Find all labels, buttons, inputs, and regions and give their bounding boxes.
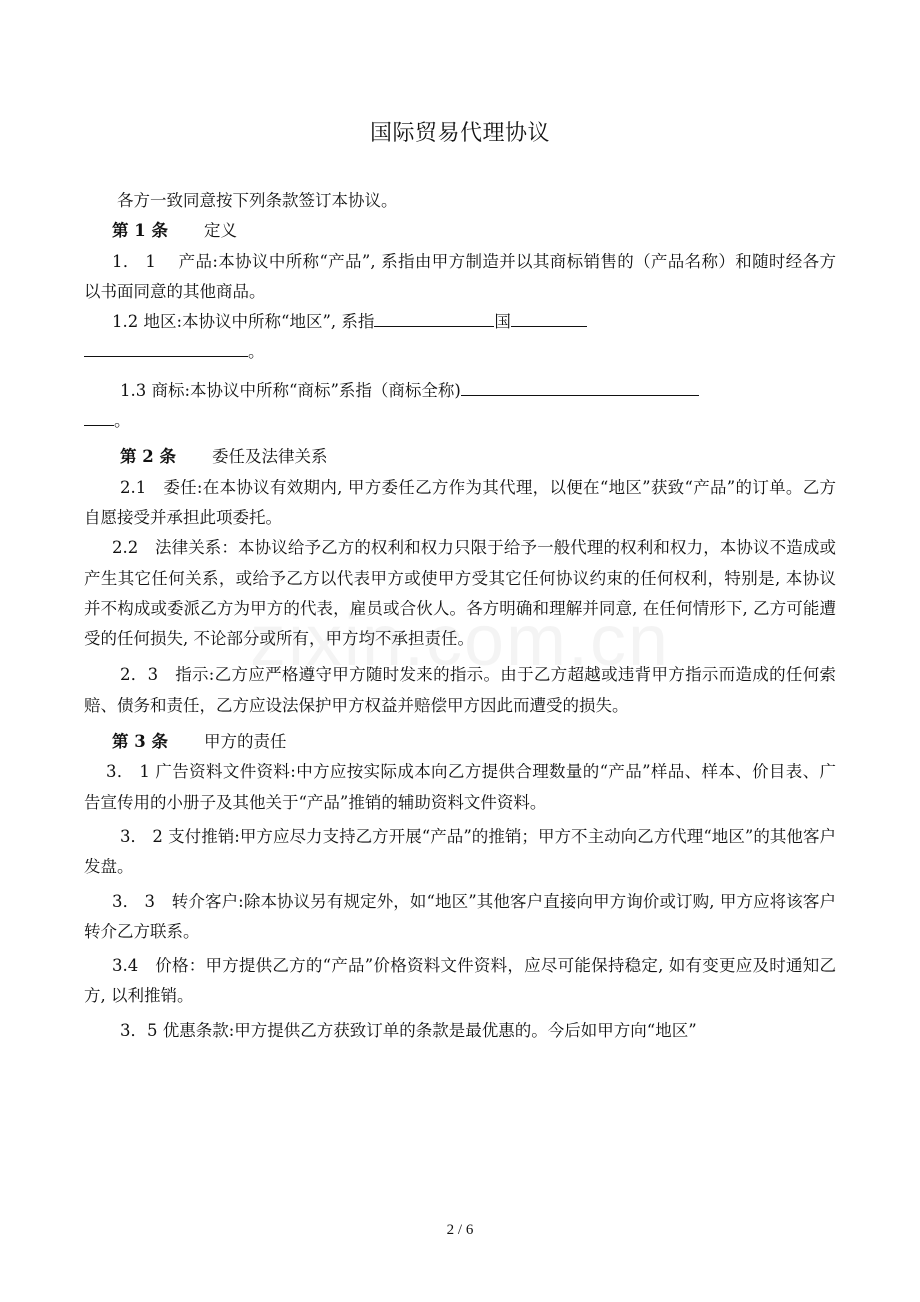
article-2-title: 委任及法律关系	[211, 447, 328, 467]
clause-1-2	[84, 307, 836, 368]
article-2-heading	[84, 442, 836, 472]
document-body	[84, 186, 836, 1046]
clause-1-3	[84, 376, 836, 437]
clause-1-3-end: 。	[114, 411, 131, 431]
intro-paragraph: 各方一致同意按下列条款签订本协议。	[117, 191, 398, 210]
clause-1-2-blank-2	[511, 308, 587, 327]
clause-3-5: 3．5 优惠条款:甲方提供乙方获致订单的条款是最优惠的。今后如甲方向“地区”	[120, 1020, 697, 1040]
clause-1-2-mid: 国	[494, 312, 511, 332]
article-1-heading	[84, 216, 836, 246]
clause-1-3-text: 1.3 商标:本协议中所称“商标”系指（商标全称)	[120, 380, 461, 400]
clause-1-1: 1． 1 产品:本协议中所称“产品”, 系指由甲方制造并以其商标销售的（产品名称）和随时经各方以书面同意的其他商品。	[84, 251, 836, 301]
clause-1-3-blank-2	[84, 407, 114, 426]
clause-1-2-blank-3	[84, 338, 248, 357]
article-2-number: 第 2 条	[120, 447, 176, 467]
clause-2-2: 2.2 法律关系：本协议给予乙方的权利和权力只限于给予一般代理的权利和权力，本协议不造成或产生其它任何关系，或给予乙方以代表甲方或使甲方受其它任何协议约束的任何权利，特别是, 本协议并不构成或委派乙方为甲方的代表，雇员或合伙人。各方明确和理解并同意, 在任何情形下, 乙方可能遭受的任何损失, 不论部分或所有，甲方均不承担责任。	[84, 538, 836, 649]
clause-1-2-blank-1	[374, 308, 494, 327]
clause-3-4: 3.4 价格：甲方提供乙方的“产品”价格资料文件资料，应尽可能保持稳定, 如有变更应及时通知乙方, 以利推销。	[84, 956, 836, 1006]
page-number: 2 / 6	[446, 1222, 474, 1238]
clause-3-3: 3． 3 转介客户:除本协议另有规定外，如“地区”其他客户直接向甲方询价或订购, 甲方应将该客户转介乙方联系。	[84, 891, 836, 941]
clause-1-3-blank-1	[461, 377, 699, 396]
article-3-number: 第 3 条	[112, 732, 168, 752]
clause-2-3: 2．3 指示:乙方应严格遵守甲方随时发来的指示。由于乙方超越或违背甲方指示而造成的任何索赔、债务和责任，乙方应设法保护甲方权益并赔偿甲方因此而遭受的损失。	[84, 665, 836, 715]
document-title: 国际贸易代理协议	[369, 121, 550, 146]
clause-3-1: 3． 1 广告资料文件资料:中方应按实际成本向乙方提供合理数量的“产品”样品、样本、价目表、广告宣传用的小册子及其他关于“产品”推销的辅助资料文件资料。	[84, 762, 836, 812]
clause-3-2: 3． 2 支付推销:甲方应尽力支持乙方开展“产品”的推销；甲方不主动向乙方代理“地区”的其他客户发盘。	[84, 826, 836, 877]
article-3-heading	[84, 727, 836, 757]
article-1-title: 定义	[203, 221, 237, 241]
article-1-number: 第 1 条	[112, 221, 168, 241]
article-3-title: 甲方的责任	[203, 732, 287, 752]
clause-2-1: 2.1 委任:在本协议有效期内, 甲方委任乙方作为其代理，以便在“地区”获致“产品”的订单。乙方自愿接受并承担此项委托。	[84, 477, 836, 527]
clause-1-2-text: 1.2 地区:本协议中所称“地区”, 系指	[112, 312, 375, 332]
clause-1-2-end: 。	[248, 342, 265, 362]
